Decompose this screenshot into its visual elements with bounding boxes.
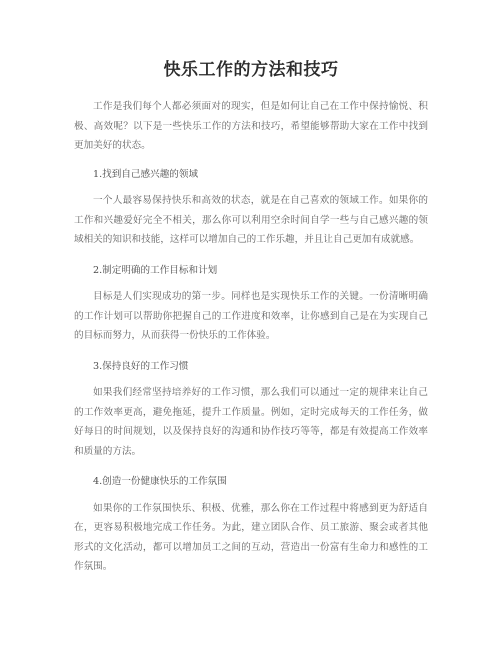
page-title: 快乐工作的方法和技巧 <box>163 60 339 80</box>
section-body-2: 目标是人们实现成功的第一步。同样也是实现快乐工作的关键。一份清晰明确的工作计划可以帮助你把握自己的工作进度和效率，让你感到自己是在为实现自己的目标而努力，从而获得一份快乐的工作体验。 <box>74 291 428 341</box>
section-heading-1: 1.找到自己感兴趣的领域 <box>93 168 199 180</box>
section-body-4: 如果你的工作氛围快乐、积极、优雅，那么你在工作过程中将感到更为舒适自在，更容易积极地完成工作任务。为此，建立团队合作、员工旅游、聚会或者其他形式的文化活动，都可以增加员工之间的互动，营造出一份富有生命力和感性的工作氛围。 <box>74 502 428 572</box>
document-body <box>74 97 428 577</box>
section-heading-4: 4.创造一份健康快乐的工作氛围 <box>93 476 227 487</box>
intro-paragraph: 工作是我们每个人都必须面对的现实，但是如何让自己在工作中保持愉悦、积极、高效呢？以下是一些快乐工作的方法和技巧，希望能够帮助大家在工作中找到更加美好的状态。 <box>74 101 428 151</box>
section-body-1: 一个人最容易保持快乐和高效的状态，就是在自己喜欢的领域工作。如果你的工作和兴趣爱好完全不相关，那么你可以利用空余时间自学一些与自己感兴趣的领域相关的知识和技能，这样可以增加自己的工作乐趣，并且让自己更加有成就感。 <box>74 195 428 245</box>
section-heading-3: 3.保持良好的工作习惯 <box>93 360 189 372</box>
section-body-3: 如果我们经常坚持培养好的工作习惯，那么我们可以通过一定的规律来让自己的工作效率更高，避免拖延，提升工作质量。例如，定时完成每天的工作任务，做好每日的时间规划，以及保持良好的沟通和协作技巧等等，都是有效提高工作效率和质量的方法。 <box>74 387 428 457</box>
section-heading-2: 2.制定明确的工作目标和计划 <box>93 264 218 276</box>
